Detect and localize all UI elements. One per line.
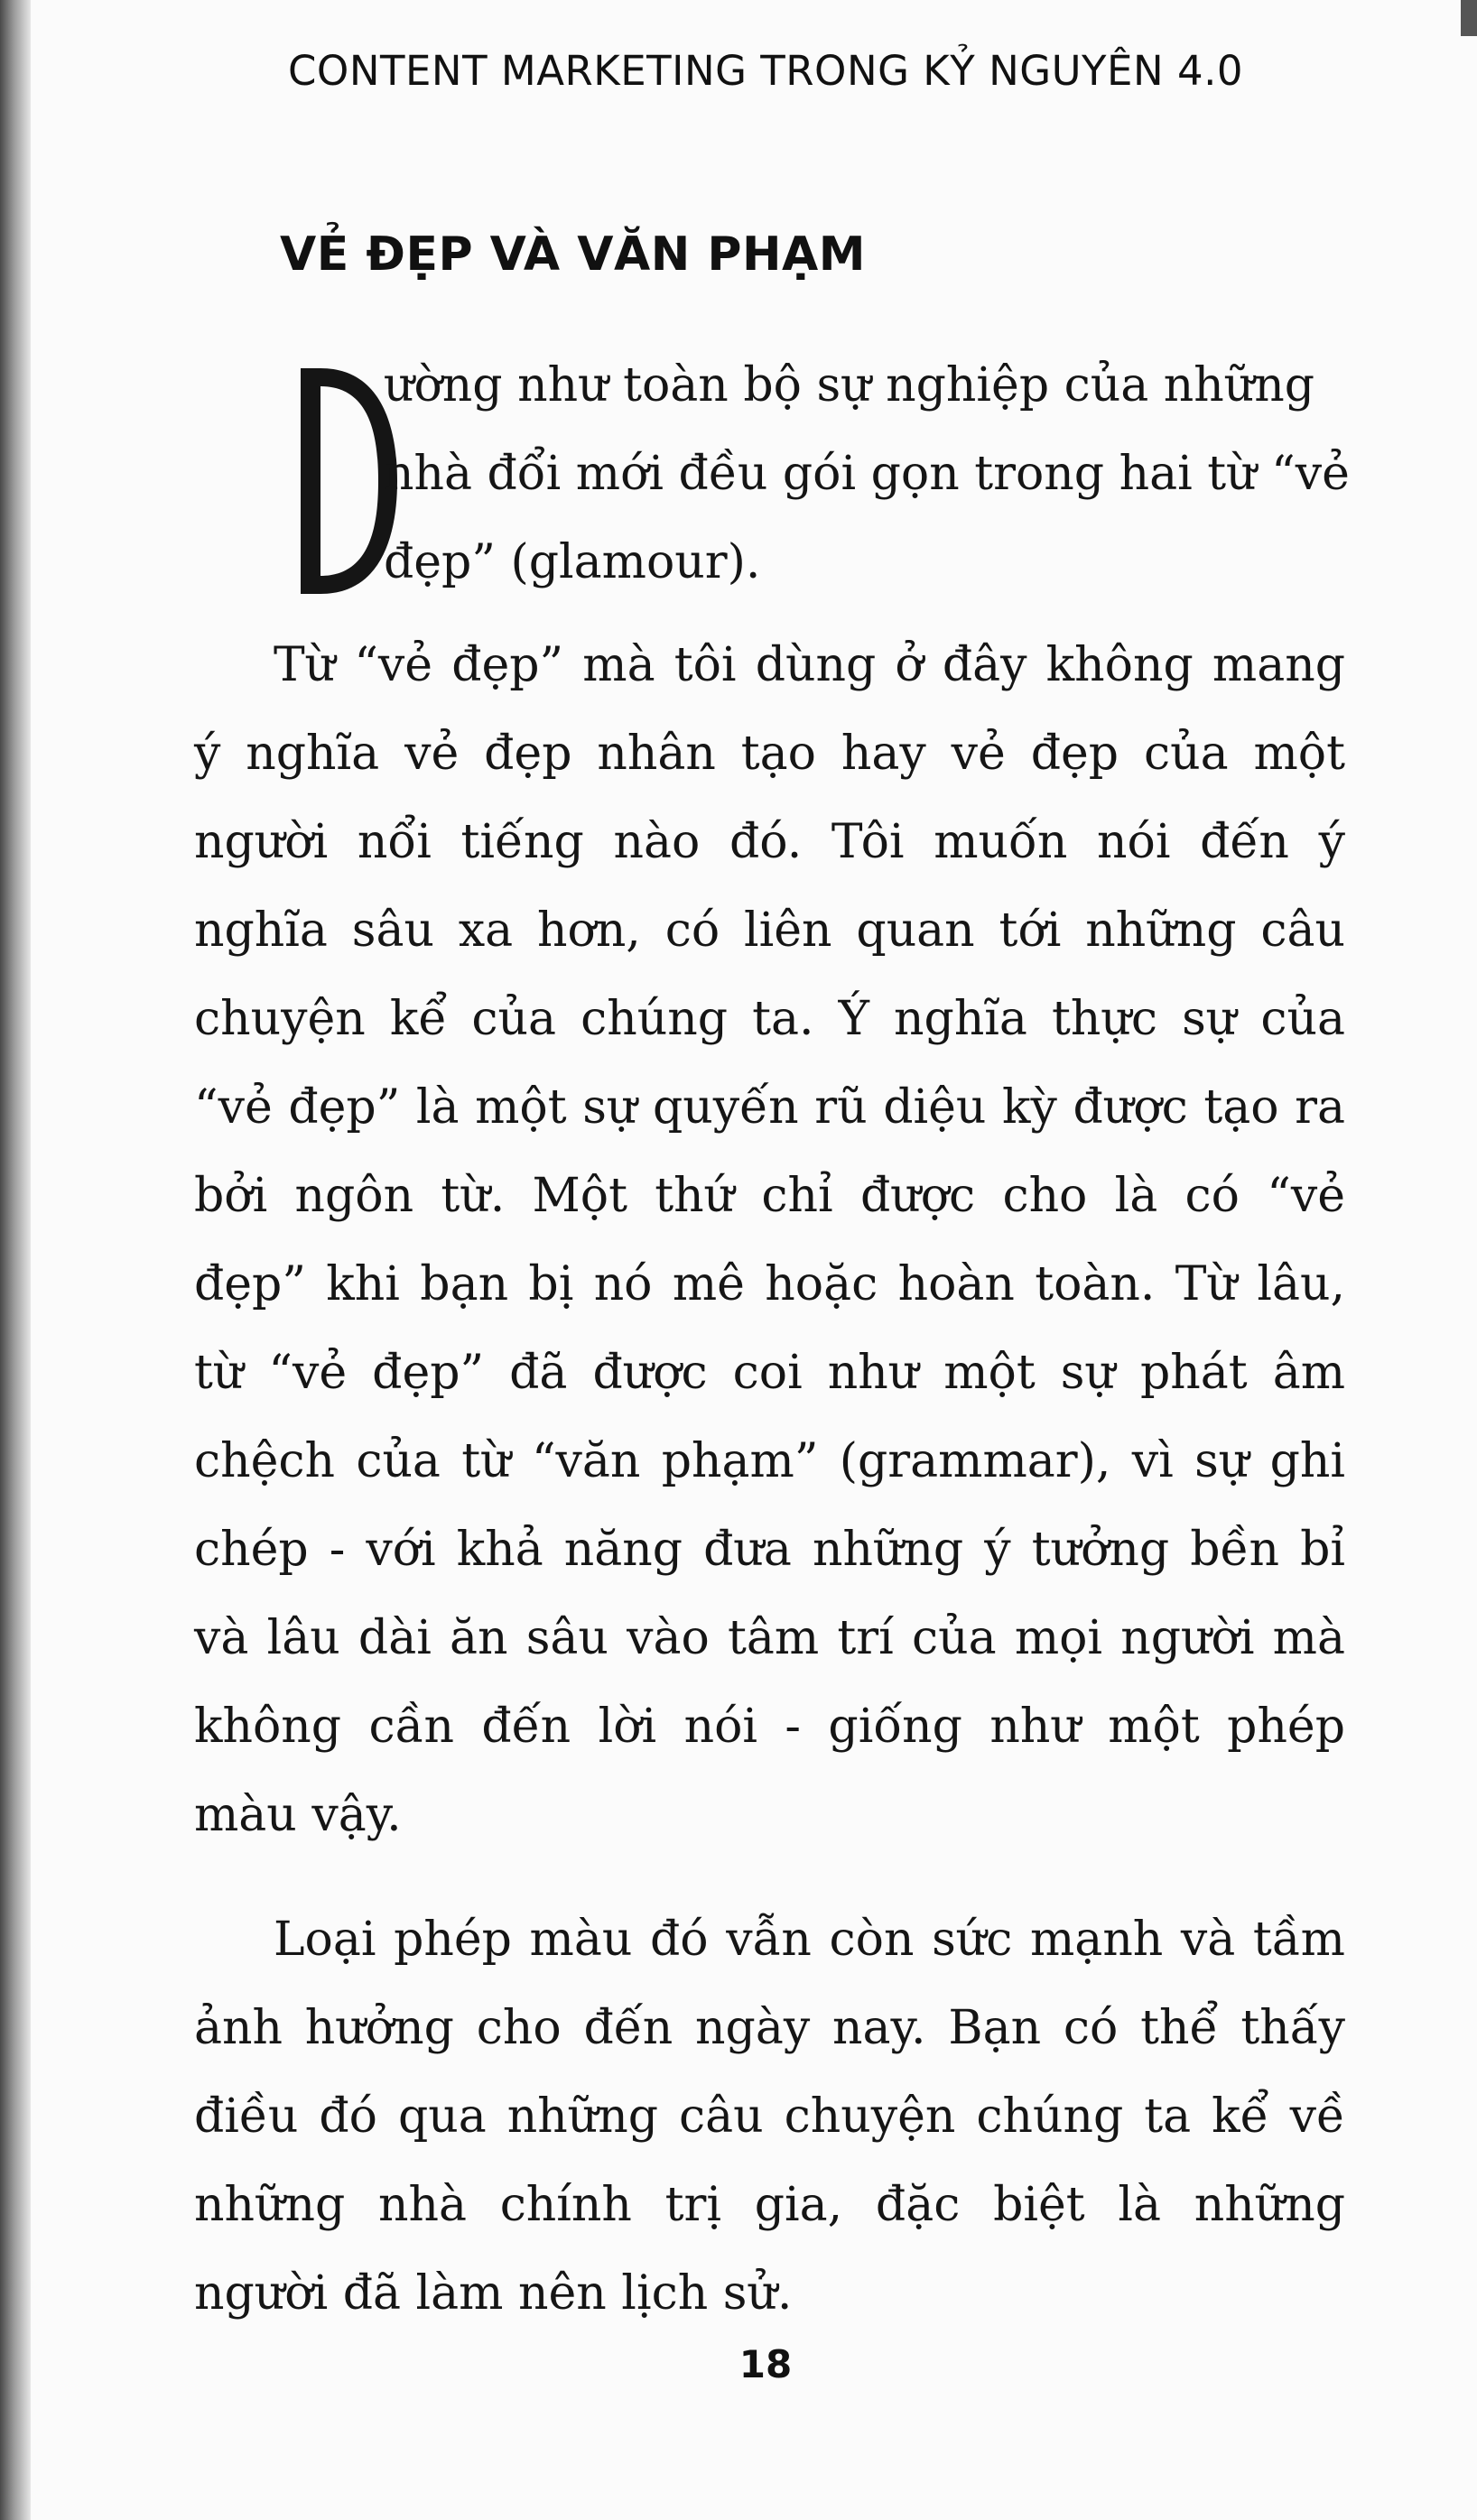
page-corner-shadow bbox=[1461, 0, 1477, 36]
drop-line-2: nhà đổi mới đều gói gọn trong hai từ “vẻ bbox=[384, 447, 1350, 501]
section-title: VẺ ĐẸP VÀ VĂN PHẠM bbox=[280, 227, 866, 282]
paragraph-1: Từ “vẻ đẹp” mà tôi dùng ở đây không mang ý nghĩa vẻ đẹp nhân tạo hay vẻ đẹp của một người nổi tiếng nào đó. Tôi muốn nói đến ý nghĩa sâu xa hơn, có liên quan tới những câu chuyện kể của chúng ta. Ý nghĩa thực sự của “vẻ đẹp” là một sự quyến rũ diệu kỳ được tạo ra bởi ngôn từ. Một thứ chỉ được cho là có “vẻ đẹp” khi bạn bị nó mê hoặc hoàn toàn. Từ lâu, từ “vẻ đẹp” đã được coi như một sự phát âm chệch của từ “văn phạm” (grammar), vì sự ghi chép - với khả năng đưa những ý tưởng bền bỉ và lâu dài ăn sâu vào tâm trí của mọi người mà không cần đến lời nói - giống như một phép màu vậy. bbox=[194, 638, 1345, 1842]
running-header: CONTENT MARKETING TRONG KỶ NGUYÊN 4.0 bbox=[287, 47, 1244, 95]
page-binding-shadow bbox=[0, 0, 31, 2520]
paragraph-2: Loại phép màu đó vẫn còn sức mạnh và tầm ảnh hưởng cho đến ngày nay. Bạn có thể thấy điều đó qua những câu chuyện chúng ta kể về những nhà chính trị gia, đặc biệt là những người đã làm nên lịch sử. bbox=[194, 1913, 1345, 2321]
page-number: 18 bbox=[738, 2342, 793, 2386]
drop-line-1: ường như toàn bộ sự nghiệp của những bbox=[384, 358, 1315, 412]
opening-paragraph bbox=[194, 341, 1350, 607]
body-text bbox=[194, 341, 1350, 2338]
drop-line-3: đẹp” (glamour). bbox=[384, 535, 761, 589]
